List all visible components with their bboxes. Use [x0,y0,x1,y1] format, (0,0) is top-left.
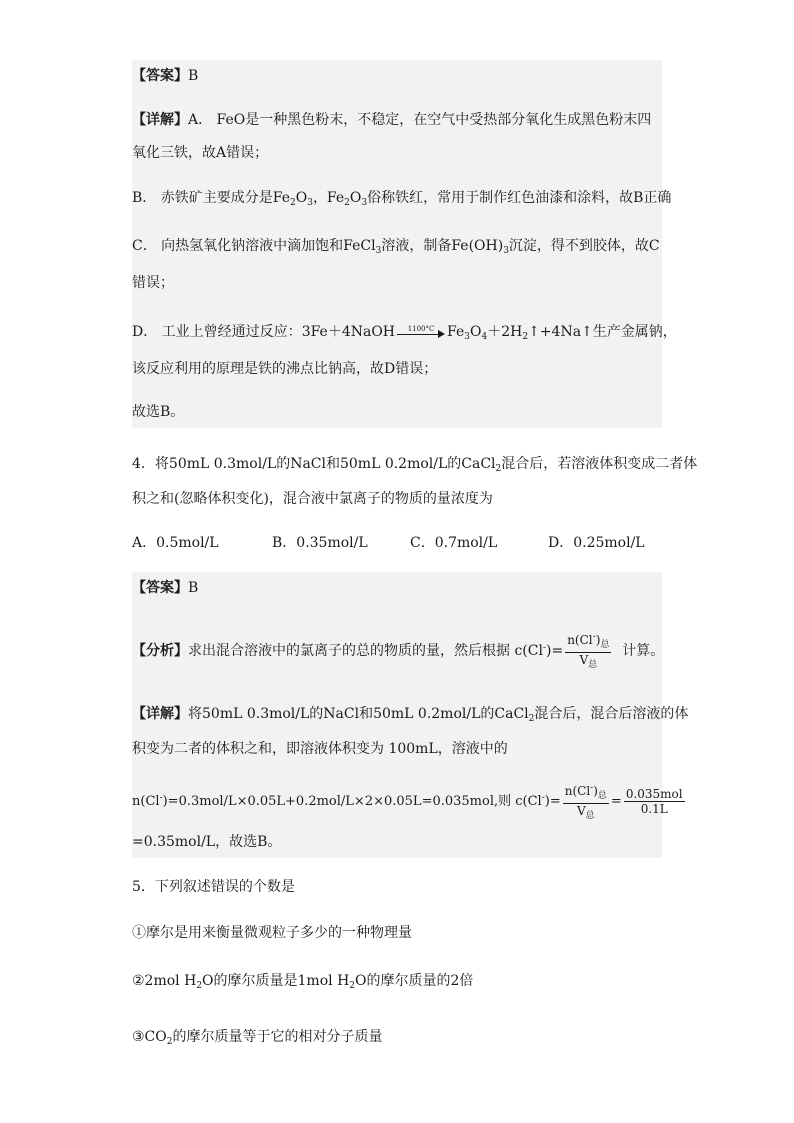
q5-stem: 5．下列叙述错误的个数是 [132,879,295,895]
q3-detail-c-line2: 错误； [132,275,174,291]
q3-detail-a-line1: 【详解】A． FeO是一种黑色粉末，不稳定，在空气中受热部分氧化生成黑色粉末四 [132,112,652,128]
q3-detail-d-line1: D． 工业上曾经通过反应：3Fe＋4NaOH 1100°C $Fe_3O_4+2H_2↑+4Na↑$生产金属钠， [132,324,677,342]
q5-item-2: ②2mol $H_2O$的摩尔质量是1mol $H_2O$的摩尔质量的2倍 [132,973,474,991]
reaction-arrow-icon: 1100°C [397,325,445,339]
q3-conclusion: 故选B。 [132,404,185,420]
detail-tag: 【详解】 [132,706,188,722]
value-fraction: $\frac{\text{0.035mol}}{0.1L}$ [625,787,683,816]
q5-item-3: $③CO_2$的摩尔质量等于它的相对分子质量 [132,1029,383,1047]
q4-detail-line1: 【详解】将50mL 0.3mol/L的NaCl和50mL 0.2mol/L的CaCl$_2$混合后，混合后溶液的体 [132,706,689,724]
detail-tag: 【详解】 [132,112,188,128]
q3-detail-b: B． 赤铁矿主要成分是$Fe_2O_3$，$Fe_2O_3$俗称铁红，常用于制作红色油漆和涂料，故B正确 [132,190,672,208]
answer-tag: 【答案】 [132,68,188,84]
q4-detail-line4: =0.35mol/L，故选B。 [132,834,282,850]
q4-option-b: B．0.35mol/L [272,535,368,551]
q3-detail-d-line2: 该反应利用的原理是铁的沸点比钠高，故D错误； [132,361,438,377]
q4-stem-line2: 积之和(忽略体积变化)，混合液中氯离子的物质的量浓度为 [132,491,493,507]
q4-detail-line3: n(Cl-)=0.3mol/L×0.05L+0.2mol/L×2×0.05L=0.035mol,则 c(Cl-)= $\frac{n(Cl^-)_总}{V_总}$ = $\frac{\text{0.035mol}}{0.1L}$ [132,782,683,821]
q5-item-1: ①摩尔是用来衡量微观粒子多少的一种物理量 [132,925,412,941]
q4-option-a: A．0.5mol/L [132,535,219,551]
concentration-fraction: $\frac{n(Cl^-)_总}{V_总}$ [564,782,607,821]
q3-answer-line [132,66,672,86]
q4-detail-line2: 积变为二者的体积之和，即溶液体积变为 100mL，溶液中的 [132,741,508,757]
concentration-fraction: $\frac{n(Cl^-)_总}{V_总}$ [567,632,610,670]
q4-option-d: D．0.25mol/L [548,535,645,551]
q4-answer-line [132,578,672,598]
q3-detail-a-line2: 氧化三铁，故A错误； [132,145,269,161]
answer-value: B [188,580,199,596]
q4-stem-line1: 4．将50mL 0.3mol/L的NaCl和50mL 0.2mol/L的CaCl$_2$混合后，若溶液体积变成二者体 [132,456,698,474]
answer-tag: 【答案】 [132,580,188,596]
q4-analysis-line: 【分析】求出混合溶液中的氯离子的总的物质的量，然后根据 c(Cl-)= $\frac{n(Cl^-)_总}{V_总}$ 计算。 [132,632,665,670]
answer-value: B [188,68,199,84]
analysis-tag: 【分析】 [132,643,188,659]
q4-option-c: C．0.7mol/L [410,535,498,551]
q3-detail-c-line1: C． 向热氢氧化钠溶液中滴加饱和FeCl$_3$溶液，制备$Fe(OH)_3$沉淀，得不到胶体，故C [132,238,660,256]
